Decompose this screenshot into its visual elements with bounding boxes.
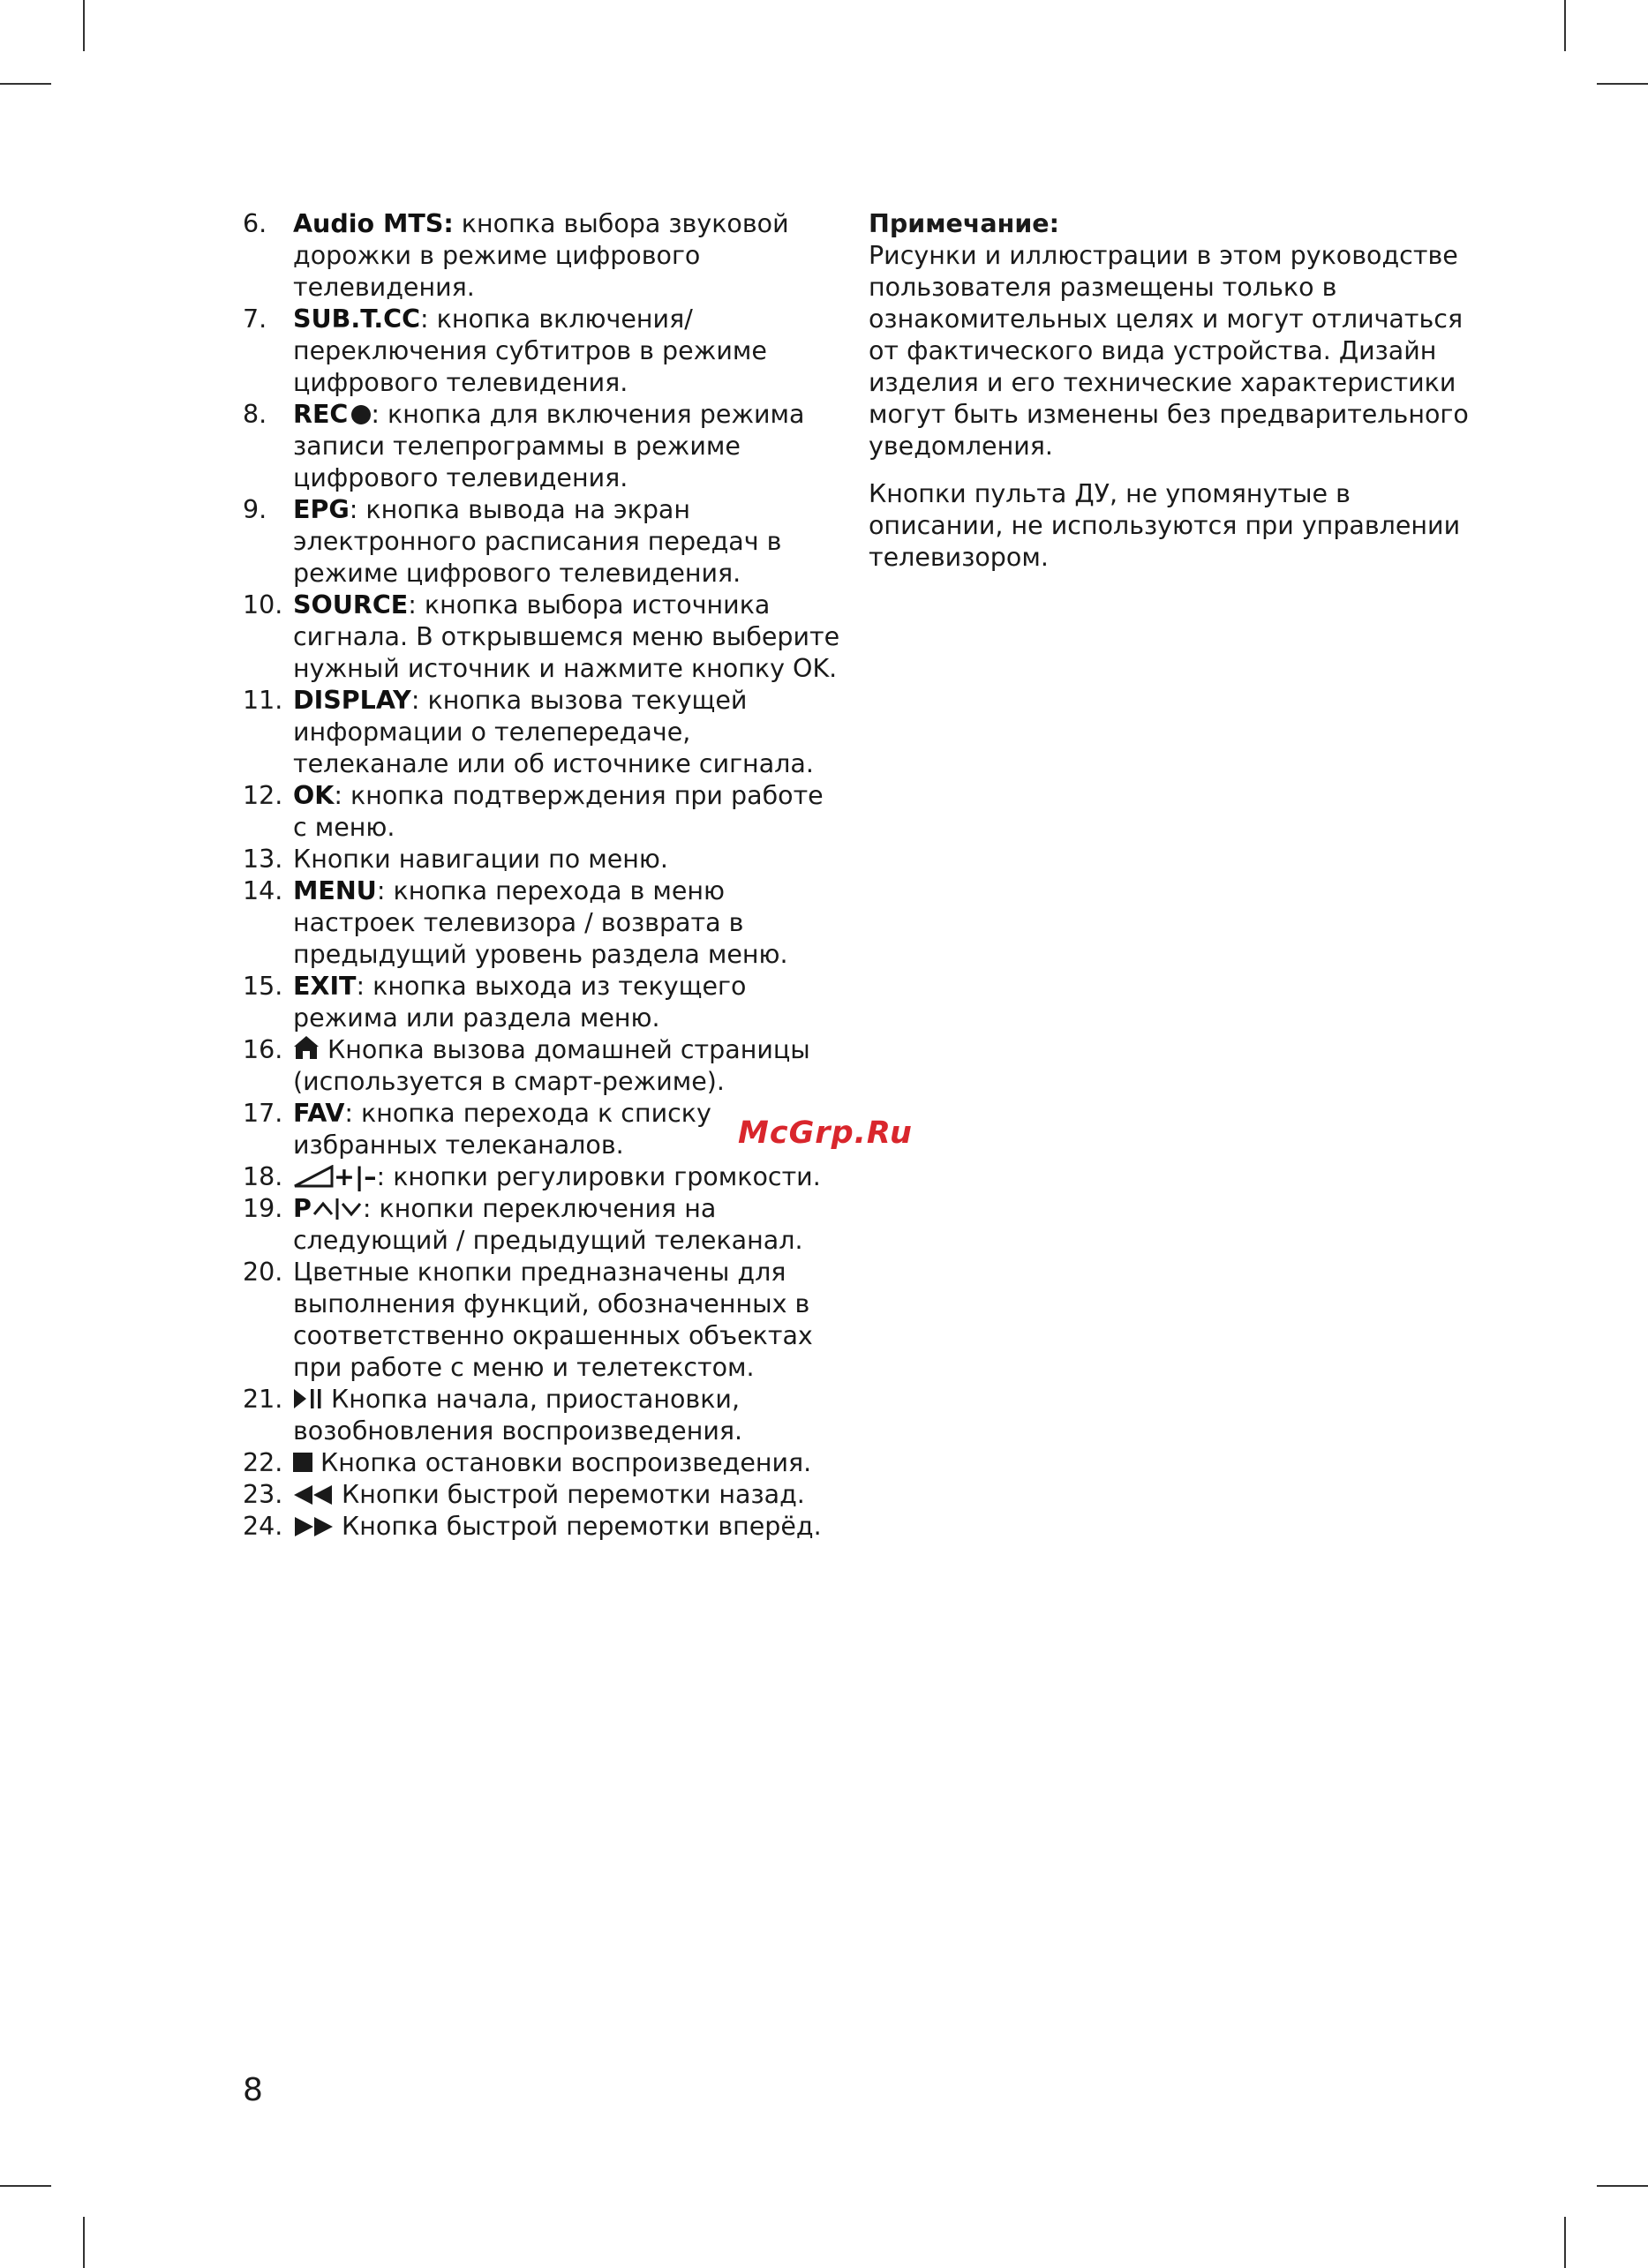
note-section — [869, 208, 1478, 590]
item-number: 9. — [243, 495, 267, 524]
crop-mark — [1564, 0, 1566, 51]
item-keyword: SOURCE — [293, 590, 409, 620]
item-text: : кнопки регулировки громкости. — [376, 1162, 821, 1191]
list-item — [243, 590, 843, 685]
item-text: : кнопка вывода на экран электронного расписания передач в режиме цифрового телевидения. — [293, 495, 782, 588]
item-number: 12. — [243, 781, 283, 810]
item-number: 13. — [243, 845, 283, 874]
item-text: : кнопка включения/переключения субтитров в режиме цифрового телевидения. — [293, 304, 767, 397]
volume-icon — [293, 1165, 334, 1188]
list-item — [243, 1447, 843, 1479]
stop-icon — [293, 1453, 312, 1472]
crop-mark — [0, 2185, 51, 2187]
record-dot-icon — [351, 405, 371, 424]
crop-mark — [83, 2217, 85, 2268]
item-text: : кнопка выхода из текущего режима или раздела меню. — [293, 972, 747, 1033]
crop-mark — [0, 83, 51, 85]
item-number: 7. — [243, 304, 267, 334]
item-text: Кнопка вызова домашней страницы — [320, 1035, 810, 1064]
item-text: Кнопки быстрой перемотки назад. — [334, 1480, 805, 1509]
fast-forward-icon — [293, 1516, 334, 1537]
item-keyword: Audio MTS: — [293, 209, 454, 238]
item-keyword: REC — [293, 400, 349, 429]
item-text: Кнопка быстрой перемотки вперёд. — [334, 1512, 822, 1541]
item-number: 10. — [243, 590, 283, 620]
list-item — [243, 844, 843, 875]
item-number: 19. — [243, 1194, 283, 1223]
item-number: 6. — [243, 209, 267, 238]
note-title: Примечание: — [869, 209, 1060, 238]
item-keyword: EXIT — [293, 972, 357, 1001]
item-number: 22. — [243, 1448, 283, 1477]
item-number: 11. — [243, 686, 283, 715]
item-keyword: OK — [293, 781, 335, 810]
crop-mark — [83, 0, 85, 51]
channel-up-down-icon — [312, 1197, 363, 1220]
item-text: : кнопка выбора источника сигнала. В открывшемся меню выберите нужный источник и нажмите кнопку OK. — [293, 590, 840, 683]
page-number: 8 — [243, 2072, 263, 2108]
item-number: 14. — [243, 876, 283, 905]
item-text-continued: (используется в смарт-режиме). — [293, 1067, 725, 1096]
item-text: Кнопка начала, приостановки, возобновления воспроизведения. — [293, 1385, 743, 1446]
item-text: : кнопка подтверждения при работе с меню. — [293, 781, 824, 842]
item-text: Цветные кнопки предназначены для выполнения функций, обозначенных в соответственно окрашенных объектах при работе с меню и телетекстом. — [293, 1258, 813, 1382]
item-number: 18. — [243, 1162, 283, 1191]
list-item — [243, 1479, 843, 1511]
item-number: 21. — [243, 1385, 283, 1414]
item-number: 17. — [243, 1099, 283, 1128]
list-item — [243, 780, 843, 844]
remote-buttons-list — [243, 208, 843, 1543]
item-keyword: +|– — [334, 1162, 377, 1191]
play-pause-icon — [293, 1387, 323, 1410]
item-keyword: P — [293, 1194, 312, 1223]
watermark: McGrp.Ru — [738, 1115, 913, 1151]
note-paragraph: Кнопки пульта ДУ, не упомянутые в описании, не используются при управлении телевизором. — [869, 479, 1461, 572]
item-text: : кнопка для включения режима записи телепрограммы в режиме цифрового телевидения. — [293, 400, 805, 492]
list-item — [243, 685, 843, 780]
item-number: 16. — [243, 1035, 283, 1064]
item-keyword: SUB.T.CC — [293, 304, 420, 334]
item-number: 20. — [243, 1258, 283, 1287]
item-keyword: EPG — [293, 495, 350, 524]
list-item — [243, 494, 843, 590]
item-text: Кнопка остановки воспроизведения. — [312, 1448, 812, 1477]
list-item — [243, 304, 843, 399]
item-text: : кнопка перехода в меню настроек телевизора / возврата в предыдущий уровень раздела меню. — [293, 876, 788, 969]
item-number: 15. — [243, 972, 283, 1001]
list-item — [243, 1193, 843, 1257]
list-item — [243, 208, 843, 304]
item-text: : кнопка перехода к списку избранных телеканалов. — [293, 1099, 711, 1160]
item-number: 24. — [243, 1512, 283, 1541]
item-text: кнопка выбора звуковой дорожки в режиме цифрового телевидения. — [293, 209, 789, 302]
list-item — [243, 875, 843, 971]
crop-mark — [1564, 2217, 1566, 2268]
crop-mark — [1597, 2185, 1648, 2187]
list-item — [243, 1161, 843, 1193]
item-keyword: MENU — [293, 876, 377, 905]
list-item — [243, 399, 843, 494]
item-keyword: DISPLAY — [293, 686, 411, 715]
item-keyword: FAV — [293, 1099, 345, 1128]
rewind-icon — [293, 1484, 334, 1506]
list-item — [243, 971, 843, 1034]
item-number: 8. — [243, 400, 267, 429]
crop-mark — [1597, 83, 1648, 85]
item-text: : кнопки переключения на следующий / предыдущий телеканал. — [293, 1194, 803, 1255]
item-text: Кнопки навигации по меню. — [293, 845, 668, 874]
list-item — [243, 1034, 843, 1098]
list-item — [243, 1384, 843, 1447]
list-item — [243, 1257, 843, 1384]
note-paragraph: Рисунки и иллюстрации в этом руководстве пользователя размещены только в ознакомительных целях и могут отличаться от фактического вида устройства. Дизайн изделия и его технические характеристики могут быть изменены без предварительного уведомления. — [869, 241, 1469, 461]
home-icon — [293, 1034, 320, 1061]
list-item — [243, 1511, 843, 1543]
item-number: 23. — [243, 1480, 283, 1509]
item-text: : кнопка вызова текущей информации о телепередаче, телеканале или об источнике сигнала. — [293, 686, 814, 778]
